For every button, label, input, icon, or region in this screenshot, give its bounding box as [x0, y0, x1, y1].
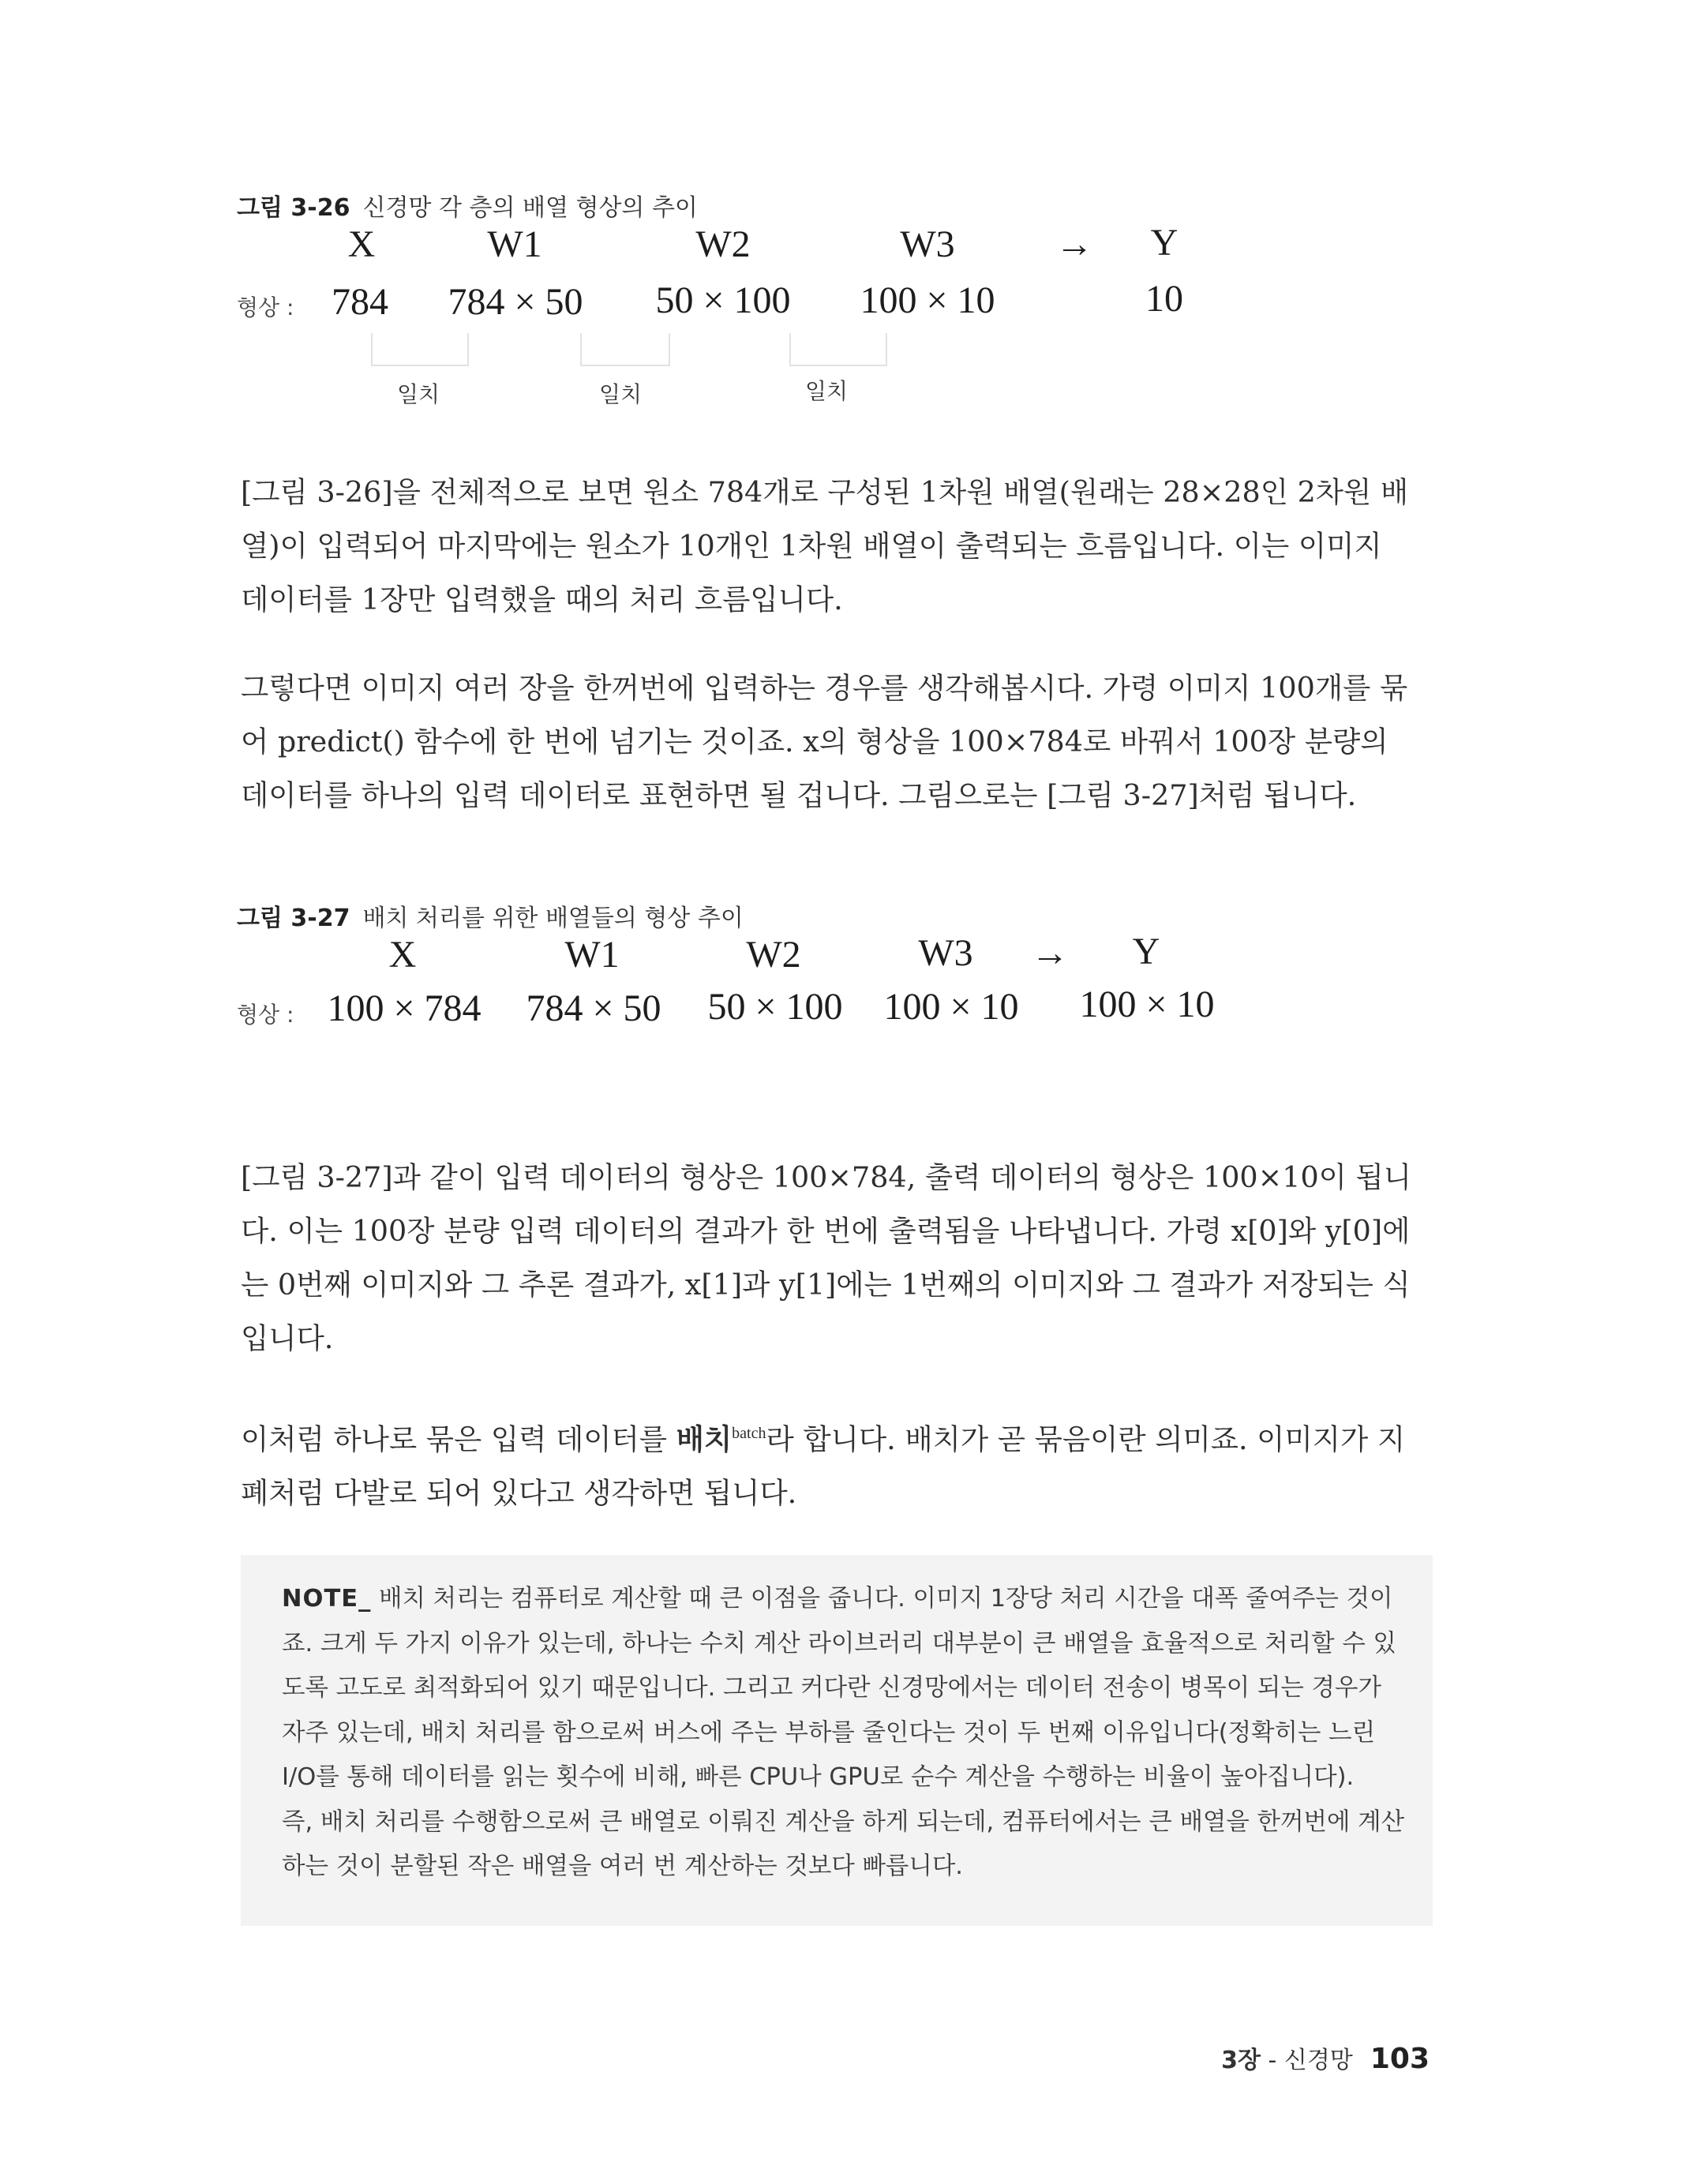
figure-number: 그림 3-26 [237, 194, 350, 222]
text-line: 데이터를 하나의 입력 데이터로 표현하면 될 겁니다. 그림으로는 [그림 3-27]처럼 됩니다. [241, 778, 1357, 812]
note-box [241, 1555, 1433, 1926]
chapter-number: 3장 [1221, 2047, 1261, 2074]
label-w3: W3 [900, 223, 955, 265]
term-batch: 배치 [676, 1422, 733, 1456]
shape-y: 100 × 10 [1079, 983, 1215, 1025]
label-w2: W2 [695, 223, 751, 265]
text-line: 입니다. [241, 1321, 334, 1355]
note-line: 즉, 배치 처리를 수행함으로써 큰 배열로 이뤄진 계산을 하게 되는데, 컴퓨터에서는 큰 배열을 한꺼번에 계산 [282, 1808, 1405, 1836]
shape-w3: 100 × 10 [883, 986, 1019, 1028]
figure-title: 배치 처리를 위한 배열들의 형상 추이 [362, 905, 744, 932]
note-line [282, 1577, 1404, 1622]
body-paragraph [241, 1151, 1434, 1365]
arrow-icon: → [1031, 932, 1069, 974]
match-bracket [371, 333, 469, 366]
text-line: 폐처럼 다발로 되어 있다고 생각하면 됩니다. [241, 1476, 797, 1510]
shape-w2: 50 × 100 [655, 279, 791, 321]
note-line: 죠. 크게 두 가지 이유가 있는데, 하나는 수치 계산 라이브러리 대부분이 큰 배열을 효율적으로 처리할 수 있 [282, 1629, 1396, 1658]
text-line: 다. 이는 100장 분량 입력 데이터의 결과가 한 번에 출력됨을 나타냅니다. 가령 x[0]와 y[0]에 [241, 1214, 1411, 1248]
figure-title: 신경망 각 층의 배열 형상의 추이 [362, 194, 698, 222]
match-label: 일치 [396, 381, 440, 407]
match-label: 일치 [598, 381, 643, 407]
text-line: 는 0번째 이미지와 그 추론 결과가, x[1]과 y[1]에는 1번째의 이미지와 그 결과가 저장되는 식 [241, 1268, 1411, 1302]
shape-y: 10 [1145, 278, 1183, 320]
text-line: [그림 3-26]을 전체적으로 보면 원소 784개로 구성된 1차원 배열(원래는 28×28인 2차원 배 [241, 475, 1409, 509]
text-line [241, 1407, 1434, 1467]
match-bracket [789, 333, 887, 366]
note-label: NOTE_ [282, 1585, 372, 1613]
term-english: batch [732, 1425, 766, 1442]
text-segment: 이처럼 하나로 묶은 입력 데이터를 [241, 1422, 676, 1456]
note-line: 도록 고도로 최적화되어 있기 때문입니다. 그리고 커다란 신경망에서는 데이터 전송이 병목이 되는 경우가 [282, 1674, 1381, 1702]
shape-label: 형상 : [237, 1002, 294, 1028]
note-text [282, 1577, 1404, 1890]
label-w1: W1 [564, 934, 620, 976]
page-footer [1221, 2040, 1430, 2075]
label-y: Y [1132, 931, 1160, 972]
label-w2: W2 [746, 934, 801, 976]
note-line: 하는 것이 분할된 작은 배열을 여러 번 계산하는 것보다 빠릅니다. [282, 1852, 963, 1880]
shape-w2: 50 × 100 [707, 986, 843, 1028]
shape-x: 784 [332, 281, 388, 323]
text-line: [그림 3-27]과 같이 입력 데이터의 형상은 100×784, 출력 데이터의 형상은 100×10이 됩니 [241, 1160, 1412, 1194]
label-y: Y [1150, 222, 1179, 264]
page-number: 103 [1370, 2043, 1430, 2075]
shape-w1: 784 × 50 [526, 987, 661, 1029]
shape-w3: 100 × 10 [860, 279, 995, 321]
label-w1: W1 [487, 223, 542, 265]
figure-number: 그림 3-27 [237, 905, 350, 932]
shape-w1: 784 × 50 [448, 281, 583, 323]
figure-caption [237, 898, 744, 933]
text-line: 어 predict() 함수에 한 번에 넘기는 것이죠. x의 형상을 100×784로 바꿔서 100장 분량의 [241, 725, 1388, 759]
arrow-icon: → [1055, 223, 1093, 265]
text-line: 열)이 입력되어 마지막에는 원소가 10개인 1차원 배열이 출력되는 흐름입니다. 이는 이미지 [241, 529, 1382, 563]
footer-separator: - [1260, 2047, 1284, 2074]
label-w3: W3 [918, 932, 973, 974]
match-bracket [580, 333, 670, 366]
body-paragraph [241, 466, 1434, 627]
text-segment: 라 합니다. 배치가 곧 묶음이란 의미죠. 이미지가 지 [766, 1422, 1406, 1456]
text-line: 데이터를 1장만 입력했을 때의 처리 흐름입니다. [241, 583, 843, 616]
note-line: 자주 있는데, 배치 처리를 함으로써 버스에 주는 부하를 줄인다는 것이 두 번째 이유입니다(정확히는 느린 [282, 1718, 1376, 1747]
label-x: X [347, 223, 376, 265]
text-line: 그렇다면 이미지 여러 장을 한꺼번에 입력하는 경우를 생각해봅시다. 가령 이미지 100개를 묶 [241, 671, 1408, 705]
shape-x: 100 × 784 [327, 987, 482, 1029]
figure-caption [237, 188, 698, 223]
shape-label: 형상 : [237, 294, 294, 320]
body-paragraph [241, 1407, 1434, 1520]
note-line: I/O를 통해 데이터를 읽는 횟수에 비해, 빠른 CPU나 GPU로 순수 계산을 수행하는 비율이 높아집니다). [282, 1763, 1355, 1791]
label-x: X [388, 934, 417, 976]
body-paragraph [241, 661, 1434, 822]
match-label: 일치 [804, 378, 849, 404]
note-segment: 배치 처리는 컴퓨터로 계산할 때 큰 이점을 줍니다. 이미지 1장당 처리 시간을 대폭 줄여주는 것이 [379, 1585, 1393, 1613]
chapter-title: 신경망 [1283, 2047, 1353, 2074]
